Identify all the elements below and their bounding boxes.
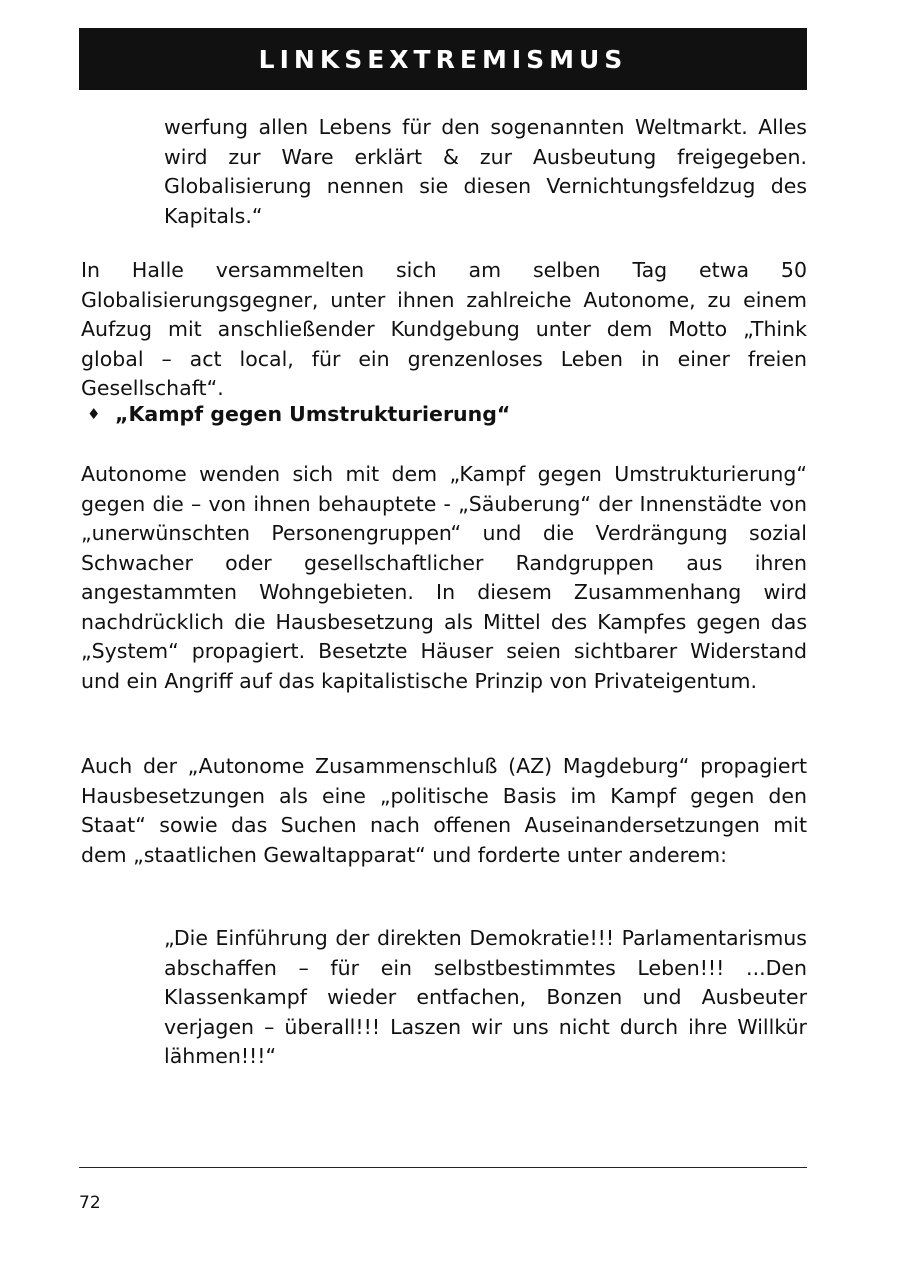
paragraph-magdeburg: Auch der „Autonome Zusammenschluß (AZ) Magdeburg“ propagiert Hausbesetzungen als eine „politische Basis im Kampf gegen den Staat“ sowie das Suchen nach offenen Auseinandersetzungen mit dem „staatlichen Gewaltapparat“ und forderte unter anderem:	[81, 754, 807, 867]
section-heading-text: „Kampf gegen Umstrukturierung“	[115, 402, 511, 426]
footer-divider	[79, 1167, 807, 1168]
section-heading	[87, 402, 787, 426]
section-header-title: LINKSEXTREMISMUS	[258, 44, 628, 74]
paragraph-halle: In Halle versammelten sich am selben Tag etwa 50 Globalisierungsgegner, unter ihnen zahlreiche Autonome, zu einem Aufzug mit anschließender Kundgebung unter dem Motto „Think global – act local, für ein grenzenloses Leben in einer freien Gesellschaft“.	[81, 258, 807, 400]
quote-top: werfung allen Lebens für den sogenannten Weltmarkt. Alles wird zur Ware erklärt & zur Ausbeutung freigegeben. Globalisierung nennen sie diesen Vernichtungsfeldzug des Kapitals.“	[164, 115, 807, 228]
paragraph-umstrukturierung: Autonome wenden sich mit dem „Kampf gegen Umstrukturierung“ gegen die – von ihnen behauptete - „Säuberung“ der Innenstädte von „unerwünschten Personengruppen“ und die Verdrängung sozial Schwacher oder gesellschaftlicher Randgruppen aus ihren angestammten Wohngebieten. In diesem Zusammenhang wird nachdrücklich die Hausbesetzung als Mittel des Kampfes gegen das „System“ propagiert. Besetzte Häuser seien sichtbarer Widerstand und ein Angriff auf das kapitalistische Prinzip von Privateigentum.	[81, 462, 807, 693]
diamond-bullet-icon: ♦	[87, 405, 101, 423]
page-number: 72	[79, 1193, 101, 1213]
quote-bottom: „Die Einführung der direkten Demokratie!!! Parlamentarismus abschaffen – für ein selbstbestimmtes Leben!!! ...Den Klassenkampf wieder entfachen, Bonzen und Ausbeuter verjagen – überall!!! Laszen wir uns nicht durch ihre Willkür lähmen!!!“	[164, 926, 807, 1068]
section-header-bar	[79, 28, 807, 90]
